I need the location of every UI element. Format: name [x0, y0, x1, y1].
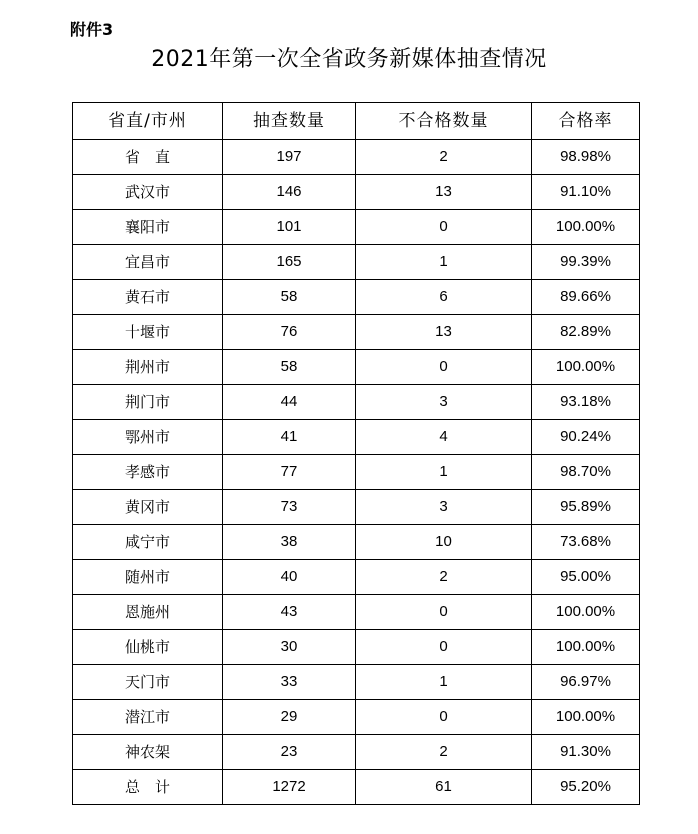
checked-count-cell: 101 — [223, 210, 356, 245]
pass-rate-cell: 98.98% — [532, 140, 640, 175]
checked-count-cell: 197 — [223, 140, 356, 175]
region-cell: 咸宁市 — [73, 525, 223, 560]
pass-rate-cell: 96.97% — [532, 665, 640, 700]
failed-count-cell: 1 — [356, 455, 532, 490]
table-header-row — [73, 103, 640, 140]
pass-rate-cell: 100.00% — [532, 630, 640, 665]
checked-count-cell: 40 — [223, 560, 356, 595]
table-body — [73, 140, 640, 805]
checked-count-cell: 29 — [223, 700, 356, 735]
pass-rate-cell: 100.00% — [532, 210, 640, 245]
checked-count-cell: 23 — [223, 735, 356, 770]
region-cell: 恩施州 — [73, 595, 223, 630]
region-cell: 仙桃市 — [73, 630, 223, 665]
region-cell: 荆州市 — [73, 350, 223, 385]
region-cell: 潜江市 — [73, 700, 223, 735]
failed-count-cell: 1 — [356, 245, 532, 280]
region-cell: 襄阳市 — [73, 210, 223, 245]
pass-rate-cell: 95.89% — [532, 490, 640, 525]
table-row — [73, 665, 640, 700]
region-cell: 黄冈市 — [73, 490, 223, 525]
pass-rate-cell: 73.68% — [532, 525, 640, 560]
failed-count-cell: 0 — [356, 630, 532, 665]
region-cell: 黄石市 — [73, 280, 223, 315]
failed-count-cell: 0 — [356, 700, 532, 735]
checked-count-cell: 58 — [223, 350, 356, 385]
checked-count-cell: 73 — [223, 490, 356, 525]
region-cell: 武汉市 — [73, 175, 223, 210]
checked-count-cell: 58 — [223, 280, 356, 315]
table-row — [73, 490, 640, 525]
region-cell: 神农架 — [73, 735, 223, 770]
table-row — [73, 175, 640, 210]
checked-count-cell: 146 — [223, 175, 356, 210]
failed-count-cell: 3 — [356, 385, 532, 420]
table-row — [73, 595, 640, 630]
attachment-label: 附件3 — [70, 20, 114, 39]
pass-rate-cell: 89.66% — [532, 280, 640, 315]
table-row — [73, 700, 640, 735]
table-row — [73, 315, 640, 350]
pass-rate-cell: 98.70% — [532, 455, 640, 490]
region-cell: 宜昌市 — [73, 245, 223, 280]
region-cell: 省 直 — [73, 140, 223, 175]
failed-count-cell: 1 — [356, 665, 532, 700]
failed-count-cell: 13 — [356, 315, 532, 350]
failed-count-cell: 10 — [356, 525, 532, 560]
header-checked-count: 抽查数量 — [223, 103, 356, 140]
table-row — [73, 280, 640, 315]
failed-count-cell: 0 — [356, 210, 532, 245]
checked-count-cell: 38 — [223, 525, 356, 560]
failed-count-cell: 0 — [356, 350, 532, 385]
checked-count-cell: 30 — [223, 630, 356, 665]
header-pass-rate: 合格率 — [532, 103, 640, 140]
table-row — [73, 455, 640, 490]
table-row — [73, 350, 640, 385]
table-row — [73, 210, 640, 245]
document-title: 2021年第一次全省政务新媒体抽查情况 — [151, 47, 547, 72]
pass-rate-cell: 91.30% — [532, 735, 640, 770]
table-row — [73, 140, 640, 175]
checked-count-cell: 33 — [223, 665, 356, 700]
pass-rate-cell: 90.24% — [532, 420, 640, 455]
table-row — [73, 560, 640, 595]
pass-rate-cell: 95.00% — [532, 560, 640, 595]
region-cell: 随州市 — [73, 560, 223, 595]
checked-count-cell: 41 — [223, 420, 356, 455]
region-cell: 荆门市 — [73, 385, 223, 420]
table-row — [73, 770, 640, 805]
table-row — [73, 630, 640, 665]
failed-count-cell: 13 — [356, 175, 532, 210]
pass-rate-cell: 100.00% — [532, 595, 640, 630]
pass-rate-cell: 95.20% — [532, 770, 640, 805]
failed-count-cell: 2 — [356, 140, 532, 175]
failed-count-cell: 2 — [356, 735, 532, 770]
region-cell: 鄂州市 — [73, 420, 223, 455]
header-failed-count: 不合格数量 — [356, 103, 532, 140]
table-row — [73, 245, 640, 280]
failed-count-cell: 0 — [356, 595, 532, 630]
failed-count-cell: 61 — [356, 770, 532, 805]
header-region: 省直/市州 — [73, 103, 223, 140]
checked-count-cell: 44 — [223, 385, 356, 420]
failed-count-cell: 2 — [356, 560, 532, 595]
region-cell: 孝感市 — [73, 455, 223, 490]
pass-rate-cell: 99.39% — [532, 245, 640, 280]
checked-count-cell: 1272 — [223, 770, 356, 805]
table-row — [73, 385, 640, 420]
pass-rate-cell: 82.89% — [532, 315, 640, 350]
failed-count-cell: 3 — [356, 490, 532, 525]
pass-rate-cell: 91.10% — [532, 175, 640, 210]
checked-count-cell: 77 — [223, 455, 356, 490]
pass-rate-cell: 100.00% — [532, 350, 640, 385]
pass-rate-cell: 93.18% — [532, 385, 640, 420]
table-row — [73, 525, 640, 560]
inspection-table — [72, 102, 640, 805]
failed-count-cell: 6 — [356, 280, 532, 315]
checked-count-cell: 165 — [223, 245, 356, 280]
pass-rate-cell: 100.00% — [532, 700, 640, 735]
checked-count-cell: 76 — [223, 315, 356, 350]
region-cell: 天门市 — [73, 665, 223, 700]
region-cell: 十堰市 — [73, 315, 223, 350]
table-row — [73, 420, 640, 455]
checked-count-cell: 43 — [223, 595, 356, 630]
region-cell: 总 计 — [73, 770, 223, 805]
failed-count-cell: 4 — [356, 420, 532, 455]
table-row — [73, 735, 640, 770]
